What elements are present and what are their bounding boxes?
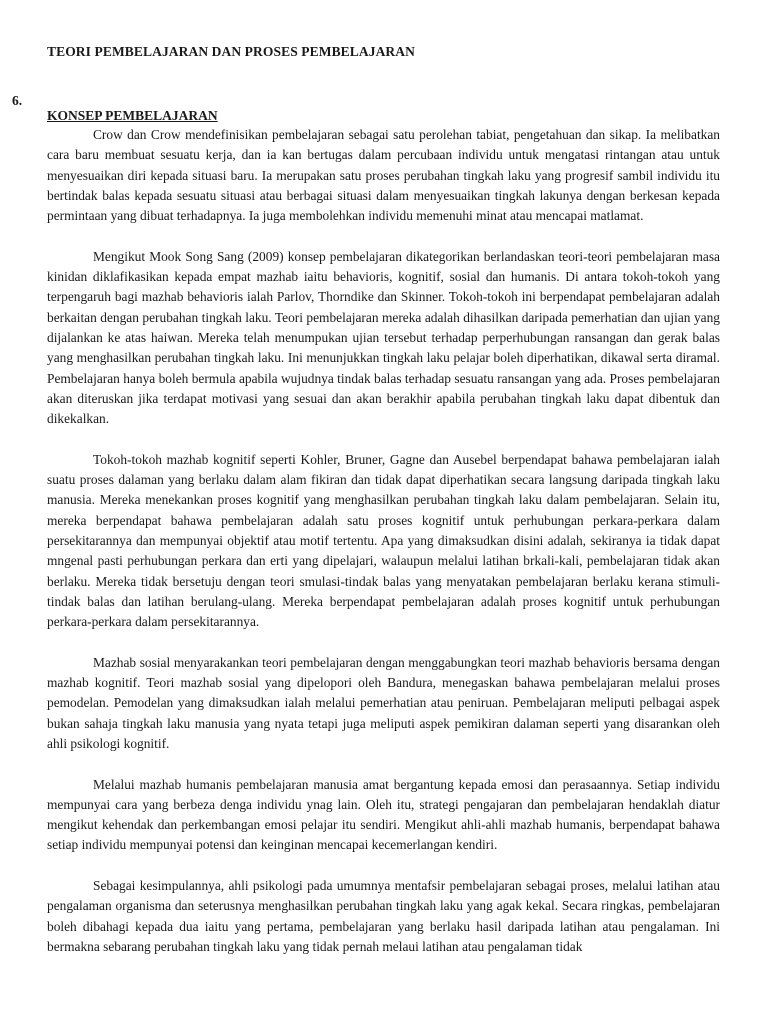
document-title: TEORI PEMBELAJARAN DAN PROSES PEMBELAJARAN [47, 44, 415, 59]
paragraph-kesimpulan: Sebagai kesimpulannya, ahli psikologi pada umumnya mentafsir pembelajaran sebagai proses, melalui latihan atau pengalaman organisma dan seterusnya menghasilkan perubahan tingkah laku yang agak kekal. Secara ringkas, pembelajaran boleh dibahagi kepada dua iaitu yang pertama, pembelajaran yang berlaku hasil daripada latihan atau pengalaman. Ini bermakna sebarang perubahan tingkah laku yang tidak pernah melaui latihan atau pengalaman tidak [47, 877, 720, 954]
body-text [47, 125, 720, 977]
paragraph-kognitif: Tokoh-tokoh mazhab kognitif seperti Kohler, Bruner, Gagne dan Ausebel berpendapat bahawa pembelajaran ialah suatu proses dalaman yang berlaku dalam alam fikiran dan tidak dapat diperhatikan secara langsung daripada tingkah laku manusia. Mereka menekankan proses kognitif yang menghasilkan perubahan tingkah laku dalam pembelajaran. Selain itu, mereka berpendapat bahawa pembelajaran adalah satu proses kognitif untuk perhubungan perkara-perkara dalam persekitarannya dan mempunyai objektif atau motif tertentu. Apa yang dimaksudkan disini adalah, sekiranya ia tidak dapat mngenal pasti perhubungan perkara dan erti yang dipelajari, walaupun melalui latihan brkali-kali, pembelajaran tidak akan berlaku. Mereka tidak bersetuju dengan teori smulasi-tindak balas yang menyatakan pembelajaran berlaku kerana stimuli-tindak balas dan latihan berulang-ulang. Mereka berpendapat pembelajaran adalah proses kognitif untuk perhubungan perkara-perkara dalam persekitarannya. [47, 451, 720, 630]
paragraph-behavioris: Mengikut Mook Song Sang (2009) konsep pembelajaran dikategorikan berlandaskan teori-teori pembelajaran masa kinidan diklafikasikan kepada empat mazhab iaitu behavioris, kognitif, sosial dan humanis. Di antara tokoh-tokoh yang terpengaruh bagi mazhab behavioris ialah Parlov, Thorndike dan Skinner. Tokoh-tokoh ini berpendapat pembelajaran adalah berkaitan dengan perubahan tingkah laku. Teori pembelajaran mereka adalah dihasilkan daripada pemerhatian dan ujian yang dijalankan ke atas haiwan. Mereka telah menumpukan ujian tersebut terhadap perperhubungan ransangan dan gerak balas yang menghasilkan perubahan tingkah laku. Ini menunjukkan tingkah laku pelajar boleh diperhatikan, dikawal serta diramal. Pembelajaran hanya boleh bermula apabila wujudnya tindak balas terhadap sesuatu ransangan yang ada. Proses pembelajaran akan diteruskan jika terdapat motivasi yang sesuai dan akan berakhir apabila perubahan tingkah laku dapat dibentuk dan dikekalkan. [47, 248, 720, 427]
section-heading: KONSEP PEMBELAJARAN [47, 108, 218, 123]
paragraph-sosial: Mazhab sosial menyarakankan teori pembelajaran dengan menggabungkan teori mazhab behavioris bersama dengan mazhab kognitif. Teori mazhab sosial yang dipelopori oleh Bandura, menegaskan bahawa pembelajaran melalui proses pemodelan. Pemodelan yang dimaksudkan ialah melalui pemerhatian atau peniruan. Pembelajaran meliputi pelbagai aspek bukan sahaja tingkah laku manusia yang nyata tetapi juga meliputi aspek pemikiran dalaman seperti yang disarankan oleh ahli psikologi kognitif. [47, 654, 720, 751]
paragraph-humanis: Melalui mazhab humanis pembelajaran manusia amat bergantung kepada emosi dan perasaannya. Setiap individu mempunyai cara yang berbeza denga individu ynag lain. Oleh itu, strategi pengajaran dan pembelajaran hendaklah diatur mengikut kehendak dan perkembangan emosi pelajar itu sendiri. Mengikut ahli-ahli mazhab humanis, berpendapat bahawa setiap individu mempunyai potensi dan keinginan mencapai kecemerlangan kendiri. [47, 776, 720, 853]
section-number: 6. [12, 93, 23, 108]
paragraph-crow-definition: Crow dan Crow mendefinisikan pembelajaran sebagai satu perolehan tabiat, pengetahuan dan sikap. Ia melibatkan cara baru membuat sesuatu kerja, dan ia kan bertugas dalam percubaan individu untuk mengatasi rintangan atau untuk menyesuaikan diri kepada situasi baru. Ia merupakan satu proses perubahan tingkah laku yang progresif sambil individu itu bertindak balas kepada sesuatu situasi atau berbagai situasi dalam menyesuaikan tingkah lakunya dengan berkesan kepada permintaan yang dibuat terhadapnya. Ia juga membolehkan individu memenuhi minat atau mencapai matlamat. [47, 127, 720, 224]
